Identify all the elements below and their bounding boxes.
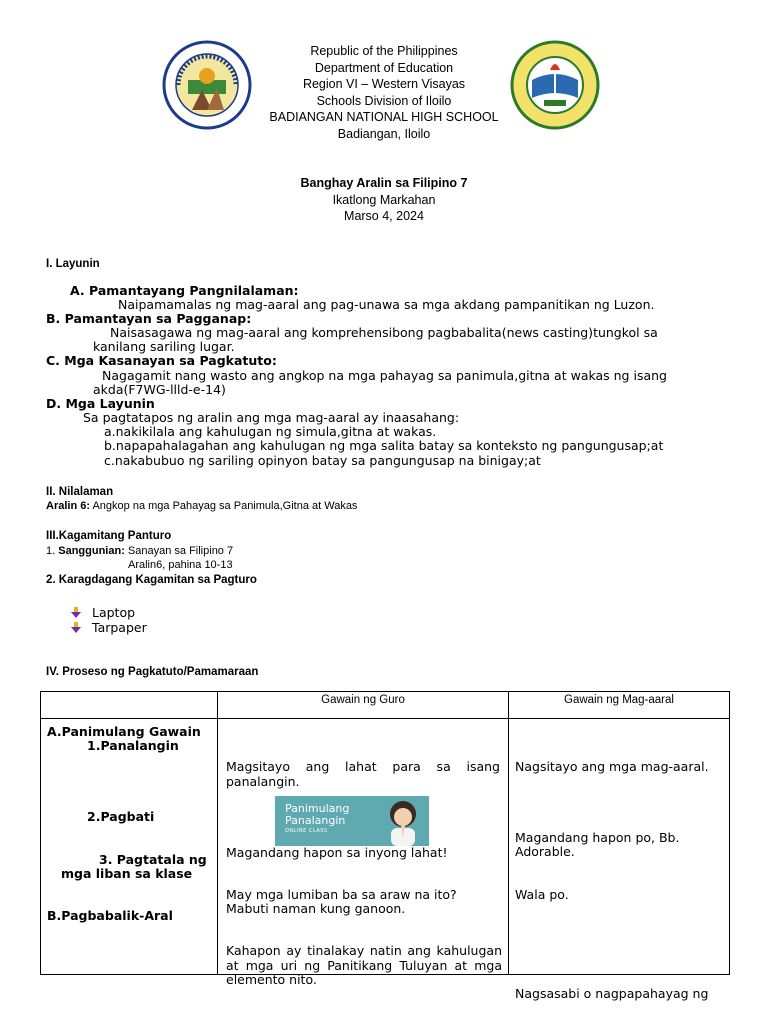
header-line: Republic of the Philippines [310, 44, 458, 58]
sanggunian-num: 1. [46, 545, 56, 557]
aralin-line [46, 500, 357, 512]
std-b-label: B. Pamantayan sa Pagganap: [46, 311, 252, 326]
step-pagtatala-cont: mga liban sa klase [61, 866, 193, 881]
section-4-heading: IV. Proseso ng Pagkatuto/Pamamaraan [46, 666, 259, 678]
std-b-text: Naisasagawa ng mag-aaral ang komprehensibong pagbabalita(news casting)tungkol sa [110, 325, 658, 340]
image-title-1: Panimulang [285, 802, 350, 815]
arrow-down-bullet-icon [70, 607, 82, 619]
step-panalangin: 1.Panalangin [87, 738, 179, 753]
step-b: B.Pagbabalik-Aral [47, 908, 173, 923]
guro-balik-aral: Kahapon ay tinalakay natin ang kahulugan at mga uri ng Panitikang Tuluyan at mga elemento nito. [226, 943, 502, 987]
section-2-heading: II. Nilalaman [46, 486, 114, 498]
std-d-label: D. Mga Layunin [46, 396, 155, 411]
magaaral-balik-aral: Nagsasabi o nagpapahayag ng [515, 986, 709, 1001]
list-item [70, 605, 135, 620]
magaaral-panalangin: Nagsitayo ang mga mag-aaral. [515, 759, 709, 774]
step-pagtatala: 3. Pagtatala ng [99, 852, 207, 867]
table-header-row [41, 692, 730, 719]
arrow-down-bullet-icon [70, 622, 82, 634]
material-item: Laptop [92, 605, 136, 620]
material-item: Tarpaper [92, 620, 147, 635]
section-1-heading: I. Layunin [46, 258, 100, 270]
list-item [70, 620, 147, 635]
objective-item: b.napapahalagahan ang kahulugan ng mga salita batay sa konteksto ng pangungusap;at [104, 438, 664, 453]
magaaral-liban: Wala po. [515, 887, 569, 902]
std-b-text-cont: kanilang sariling lugar. [93, 339, 235, 354]
header-line: Department of Education [314, 60, 454, 75]
guro-column [218, 719, 509, 987]
guro-liban-2: Mabuti naman kung ganoon. [226, 901, 406, 916]
image-subtitle: ONLINE CLASS [285, 828, 328, 834]
title-block [0, 175, 768, 225]
table-header-guro: Gawain ng Guro [218, 692, 509, 719]
step-a: A.Panimulang Gawain [47, 724, 201, 739]
header-line: Schools Division of Iloilo [316, 93, 452, 108]
lesson-quarter: Ikatlong Markahan [332, 192, 436, 207]
header-line: Badiangan, Iloilo [337, 126, 431, 141]
std-c-text-cont: akda(F7WG-llld-e-14) [93, 382, 226, 397]
objective-item: c.nakabubuo ng sariling opinyon batay sa pangungusap na binigay;at [104, 453, 541, 468]
guro-pagbati: Magandang hapon sa inyong lahat! [226, 845, 448, 860]
std-a-text: Naipamamalas ng mag-aaral ang pag-unawa sa mga akdang pampanitikan ng Luzon. [118, 297, 655, 312]
table-row [41, 719, 730, 975]
table-header-empty [41, 692, 218, 719]
magaaral-column [509, 719, 730, 1001]
panimulang-panalangin-image [275, 796, 429, 846]
magaaral-pagbati-1: Magandang hapon po, Bb. [515, 830, 680, 845]
header-line: BADIANGAN NATIONAL HIGH SCHOOL [269, 110, 499, 124]
objective-item: a.nakikilala ang kahulugan ng simula,gitna at wakas. [104, 424, 437, 439]
guro-panalangin: Magsitayo ang lahat para sa isang panalangin. [226, 759, 500, 789]
sanggunian-label: Sanggunian: [58, 545, 125, 557]
aralin-text: Angkop na mga Pahayag sa Panimula,Gitna at Wakas [92, 500, 358, 512]
guro-liban-1: May mga lumiban ba sa araw na ito? [226, 887, 457, 902]
praying-girl-icon [375, 796, 429, 846]
sanggunian-text: Sanayan sa Filipino 7 [127, 545, 234, 557]
steps-column [41, 719, 218, 975]
std-c-label: C. Mga Kasanayan sa Pagkatuto: [46, 353, 277, 368]
std-d-intro: Sa pagtatapos ng aralin ang mga mag-aaral ay inaasahang: [83, 410, 460, 425]
procedure-table [40, 691, 730, 1001]
karagdagang-heading: 2. Karagdagang Kagamitan sa Pagturo [46, 574, 257, 586]
sanggunian-text-2: Aralin6, pahina 10-13 [128, 559, 233, 571]
magaaral-pagbati-2: Adorable. [515, 844, 575, 859]
header-line: Region VI – Western Visayas [302, 77, 466, 91]
image-title-2: Panalangin [285, 814, 346, 827]
section-3-heading: III.Kagamitang Panturo [46, 530, 172, 542]
lesson-title: Banghay Aralin sa Filipino 7 [300, 176, 468, 190]
lesson-date: Marso 4, 2024 [344, 209, 424, 223]
sanggunian-line [46, 545, 233, 557]
header-block [0, 43, 768, 142]
aralin-label: Aralin 6: [46, 500, 91, 512]
step-pagbati: 2.Pagbati [87, 809, 155, 824]
table-header-magaaral: Gawain ng Mag-aaral [509, 692, 730, 719]
std-c-text: Nagagamit nang wasto ang angkop na mga pahayag sa panimula,gitna at wakas ng isang [102, 368, 667, 383]
std-a-label: A. Pamantayang Pangnilalaman: [70, 283, 299, 298]
